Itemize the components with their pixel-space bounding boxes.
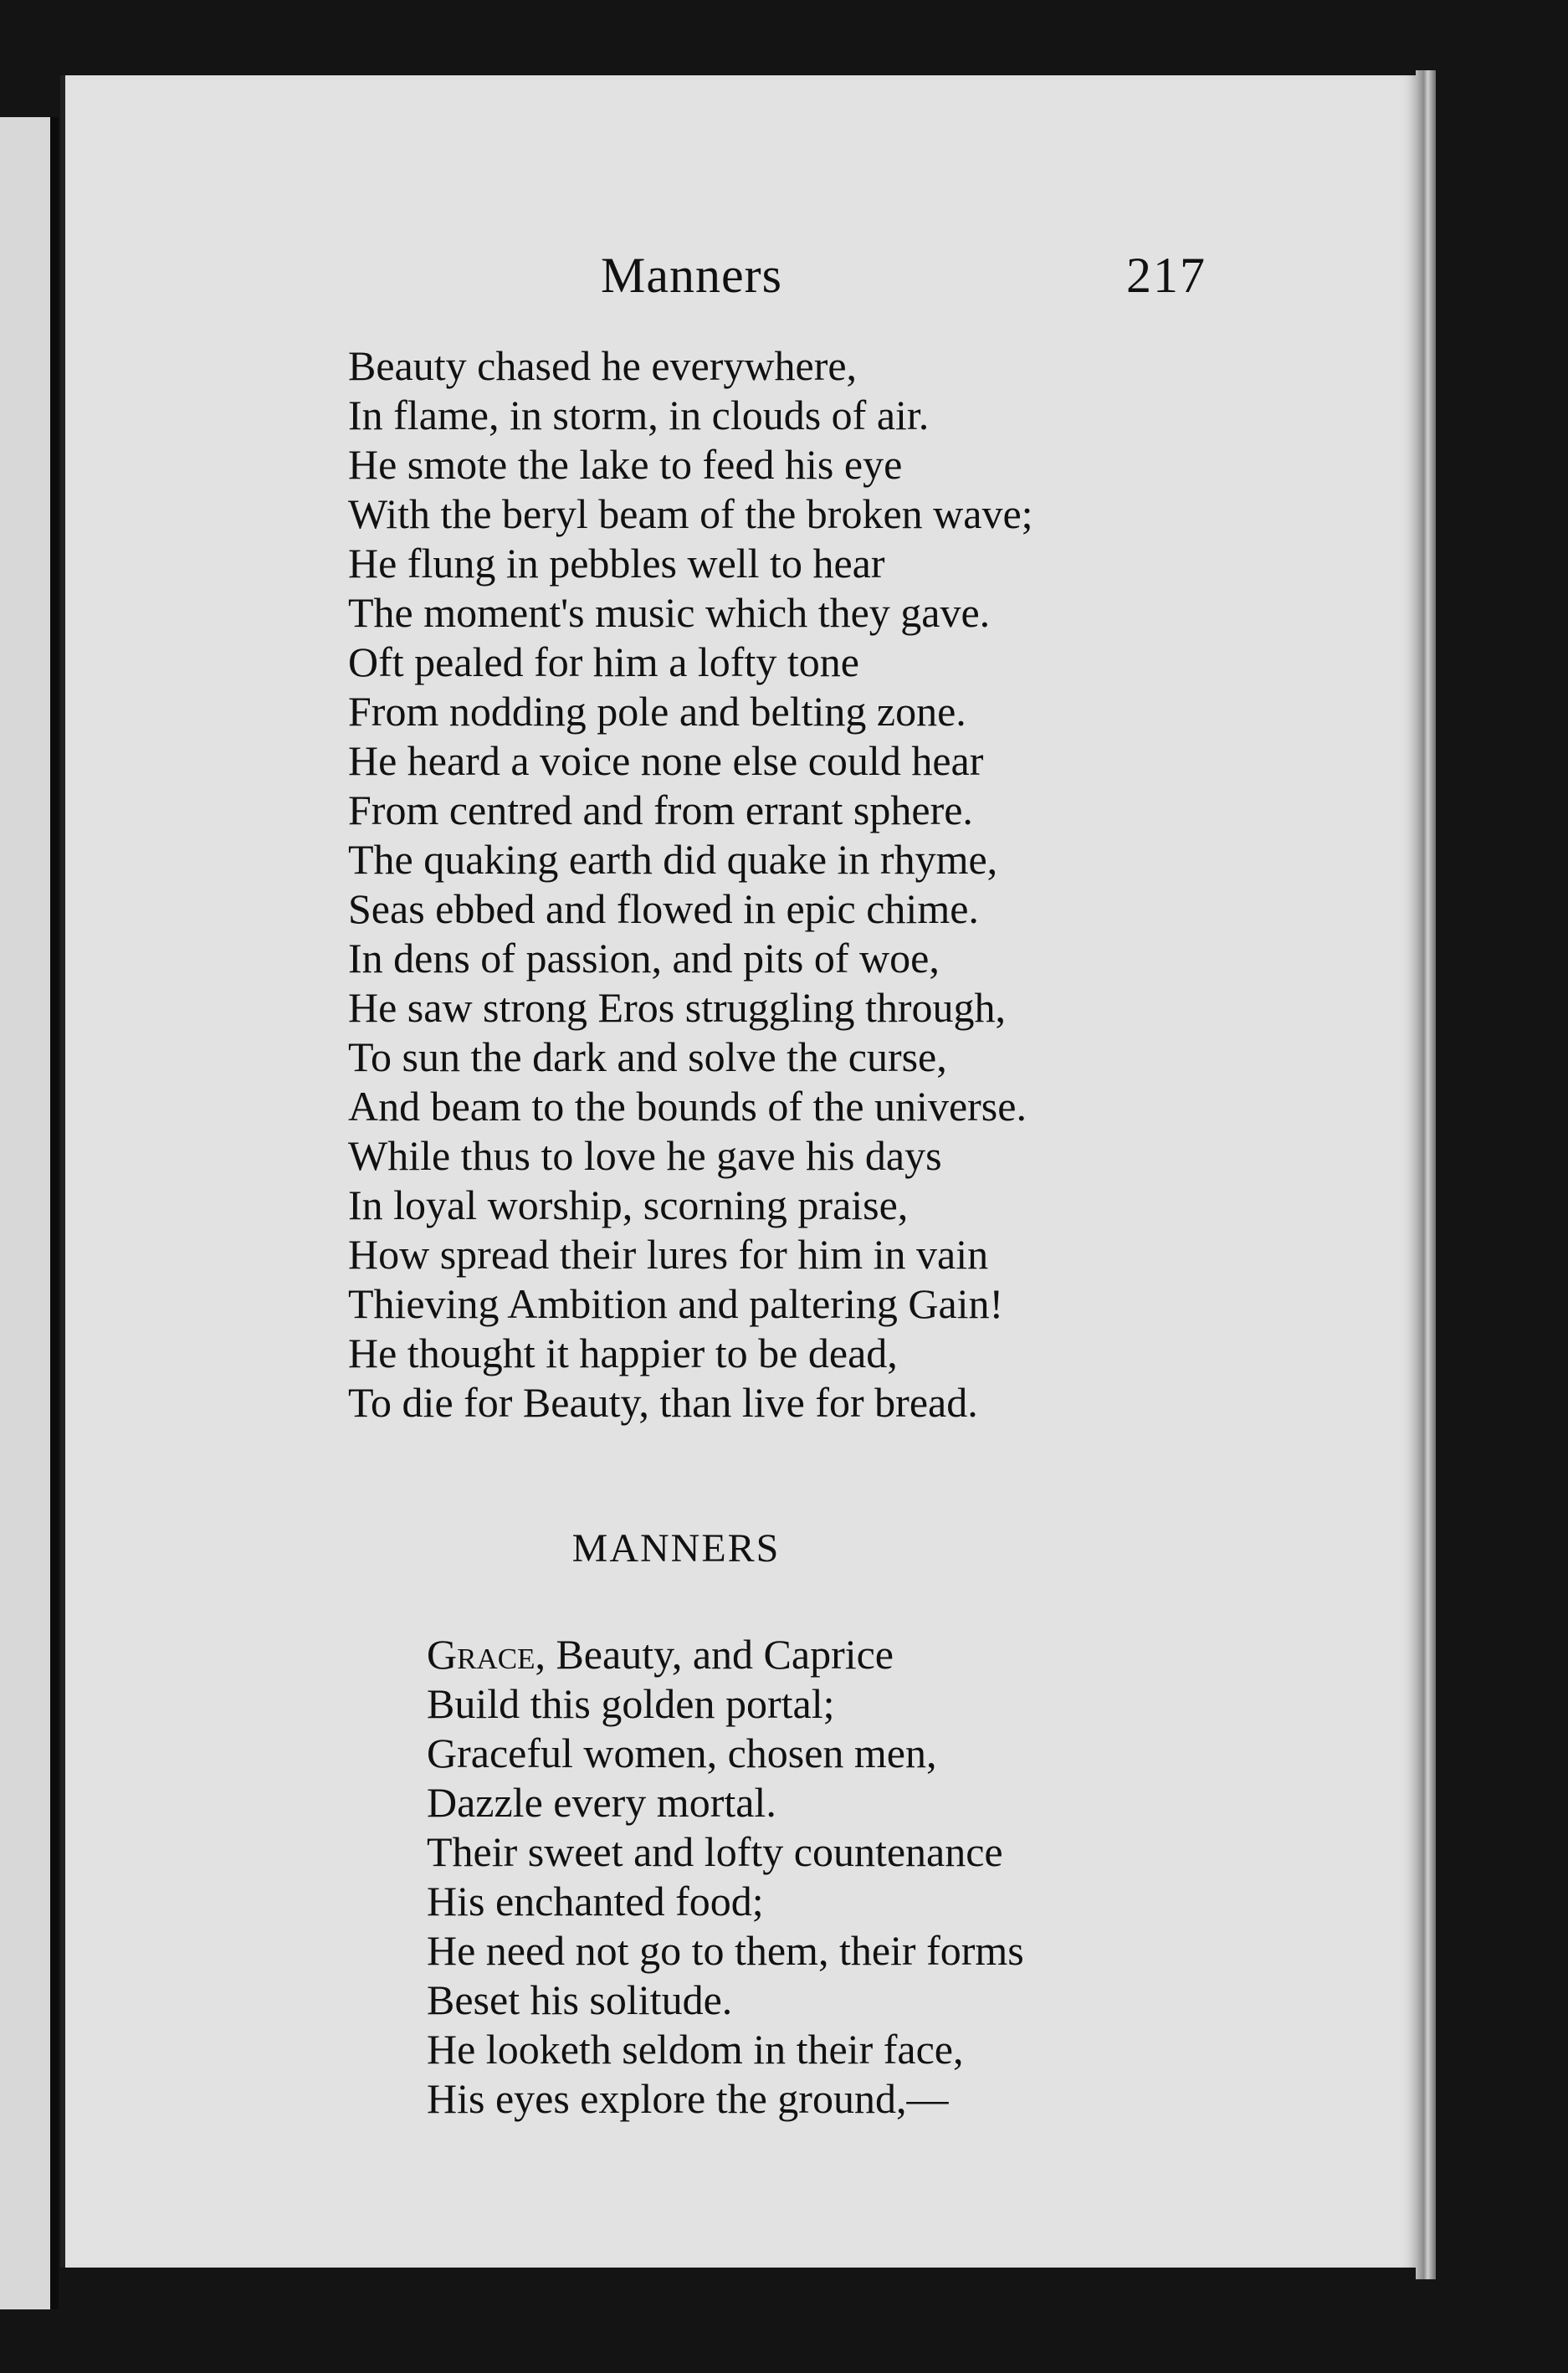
poem-line: While thus to love he gave his days xyxy=(348,1132,942,1179)
poem-line: Thieving Ambition and paltering Gain! xyxy=(348,1280,1004,1327)
running-title: Manners xyxy=(601,248,782,303)
poem-line: He thought it happier to be dead, xyxy=(348,1330,898,1376)
poem-line: To sun the dark and solve the curse, xyxy=(348,1033,947,1080)
poem-line: Their sweet and lofty countenance xyxy=(427,1828,1003,1875)
poem-line: From nodding pole and belting zone. xyxy=(348,688,966,735)
poem-line: He need not go to them, their forms xyxy=(427,1927,1024,1974)
poem-line: He looketh seldom in their face, xyxy=(427,2026,964,2073)
poem-continued xyxy=(348,341,1033,1427)
poem-line: In flame, in storm, in clouds of air. xyxy=(348,392,930,438)
poem-line: Graceful women, chosen men, xyxy=(427,1730,937,1776)
poem-line: Oft pealed for him a lofty tone xyxy=(348,638,859,685)
book-page xyxy=(60,75,1421,2268)
poem-line: His eyes explore the ground,— xyxy=(427,2075,949,2122)
poem-line: Seas ebbed and flowed in epic chime. xyxy=(348,885,979,932)
poem-line: With the beryl beam of the broken wave; xyxy=(348,490,1033,537)
poem-line: He flung in pebbles well to hear xyxy=(348,540,885,587)
first-word: Grace xyxy=(427,1631,535,1678)
poem-line: Beset his solitude. xyxy=(427,1976,733,2023)
poem-line: To die for Beauty, than live for bread. xyxy=(348,1379,978,1426)
poem-line: His enchanted food; xyxy=(427,1878,764,1925)
poem-line: He smote the lake to feed his eye xyxy=(348,441,903,488)
poem-line: He heard a voice none else could hear xyxy=(348,737,984,784)
poem-lines xyxy=(427,1679,1024,2124)
poem-line: From centred and from errant sphere. xyxy=(348,787,973,833)
poem-line: Dazzle every mortal. xyxy=(427,1779,776,1826)
poem-manners xyxy=(427,1630,1024,2124)
first-line-rest: , Beauty, and Caprice xyxy=(535,1631,894,1678)
poem-line: The quaking earth did quake in rhyme, xyxy=(348,836,998,883)
poem-line xyxy=(427,1630,1024,1679)
page-number: 217 xyxy=(1126,248,1207,303)
poem-line: In dens of passion, and pits of woe, xyxy=(348,935,940,981)
poem-title: MANNERS xyxy=(571,1526,781,1571)
poem-line: Beauty chased he everywhere, xyxy=(348,342,858,389)
poem-line: The moment's music which they gave. xyxy=(348,589,991,636)
poem-line: And beam to the bounds of the universe. xyxy=(348,1083,1027,1130)
poem-line: Build this golden portal; xyxy=(427,1680,835,1727)
poem-line: How spread their lures for him in vain xyxy=(348,1231,989,1278)
poem-line: He saw strong Eros struggling through, xyxy=(348,984,1007,1031)
poem-line: In loyal worship, scorning praise, xyxy=(348,1181,909,1228)
facing-page-edge xyxy=(0,117,59,2309)
page-stack-edge xyxy=(1416,70,1436,2279)
